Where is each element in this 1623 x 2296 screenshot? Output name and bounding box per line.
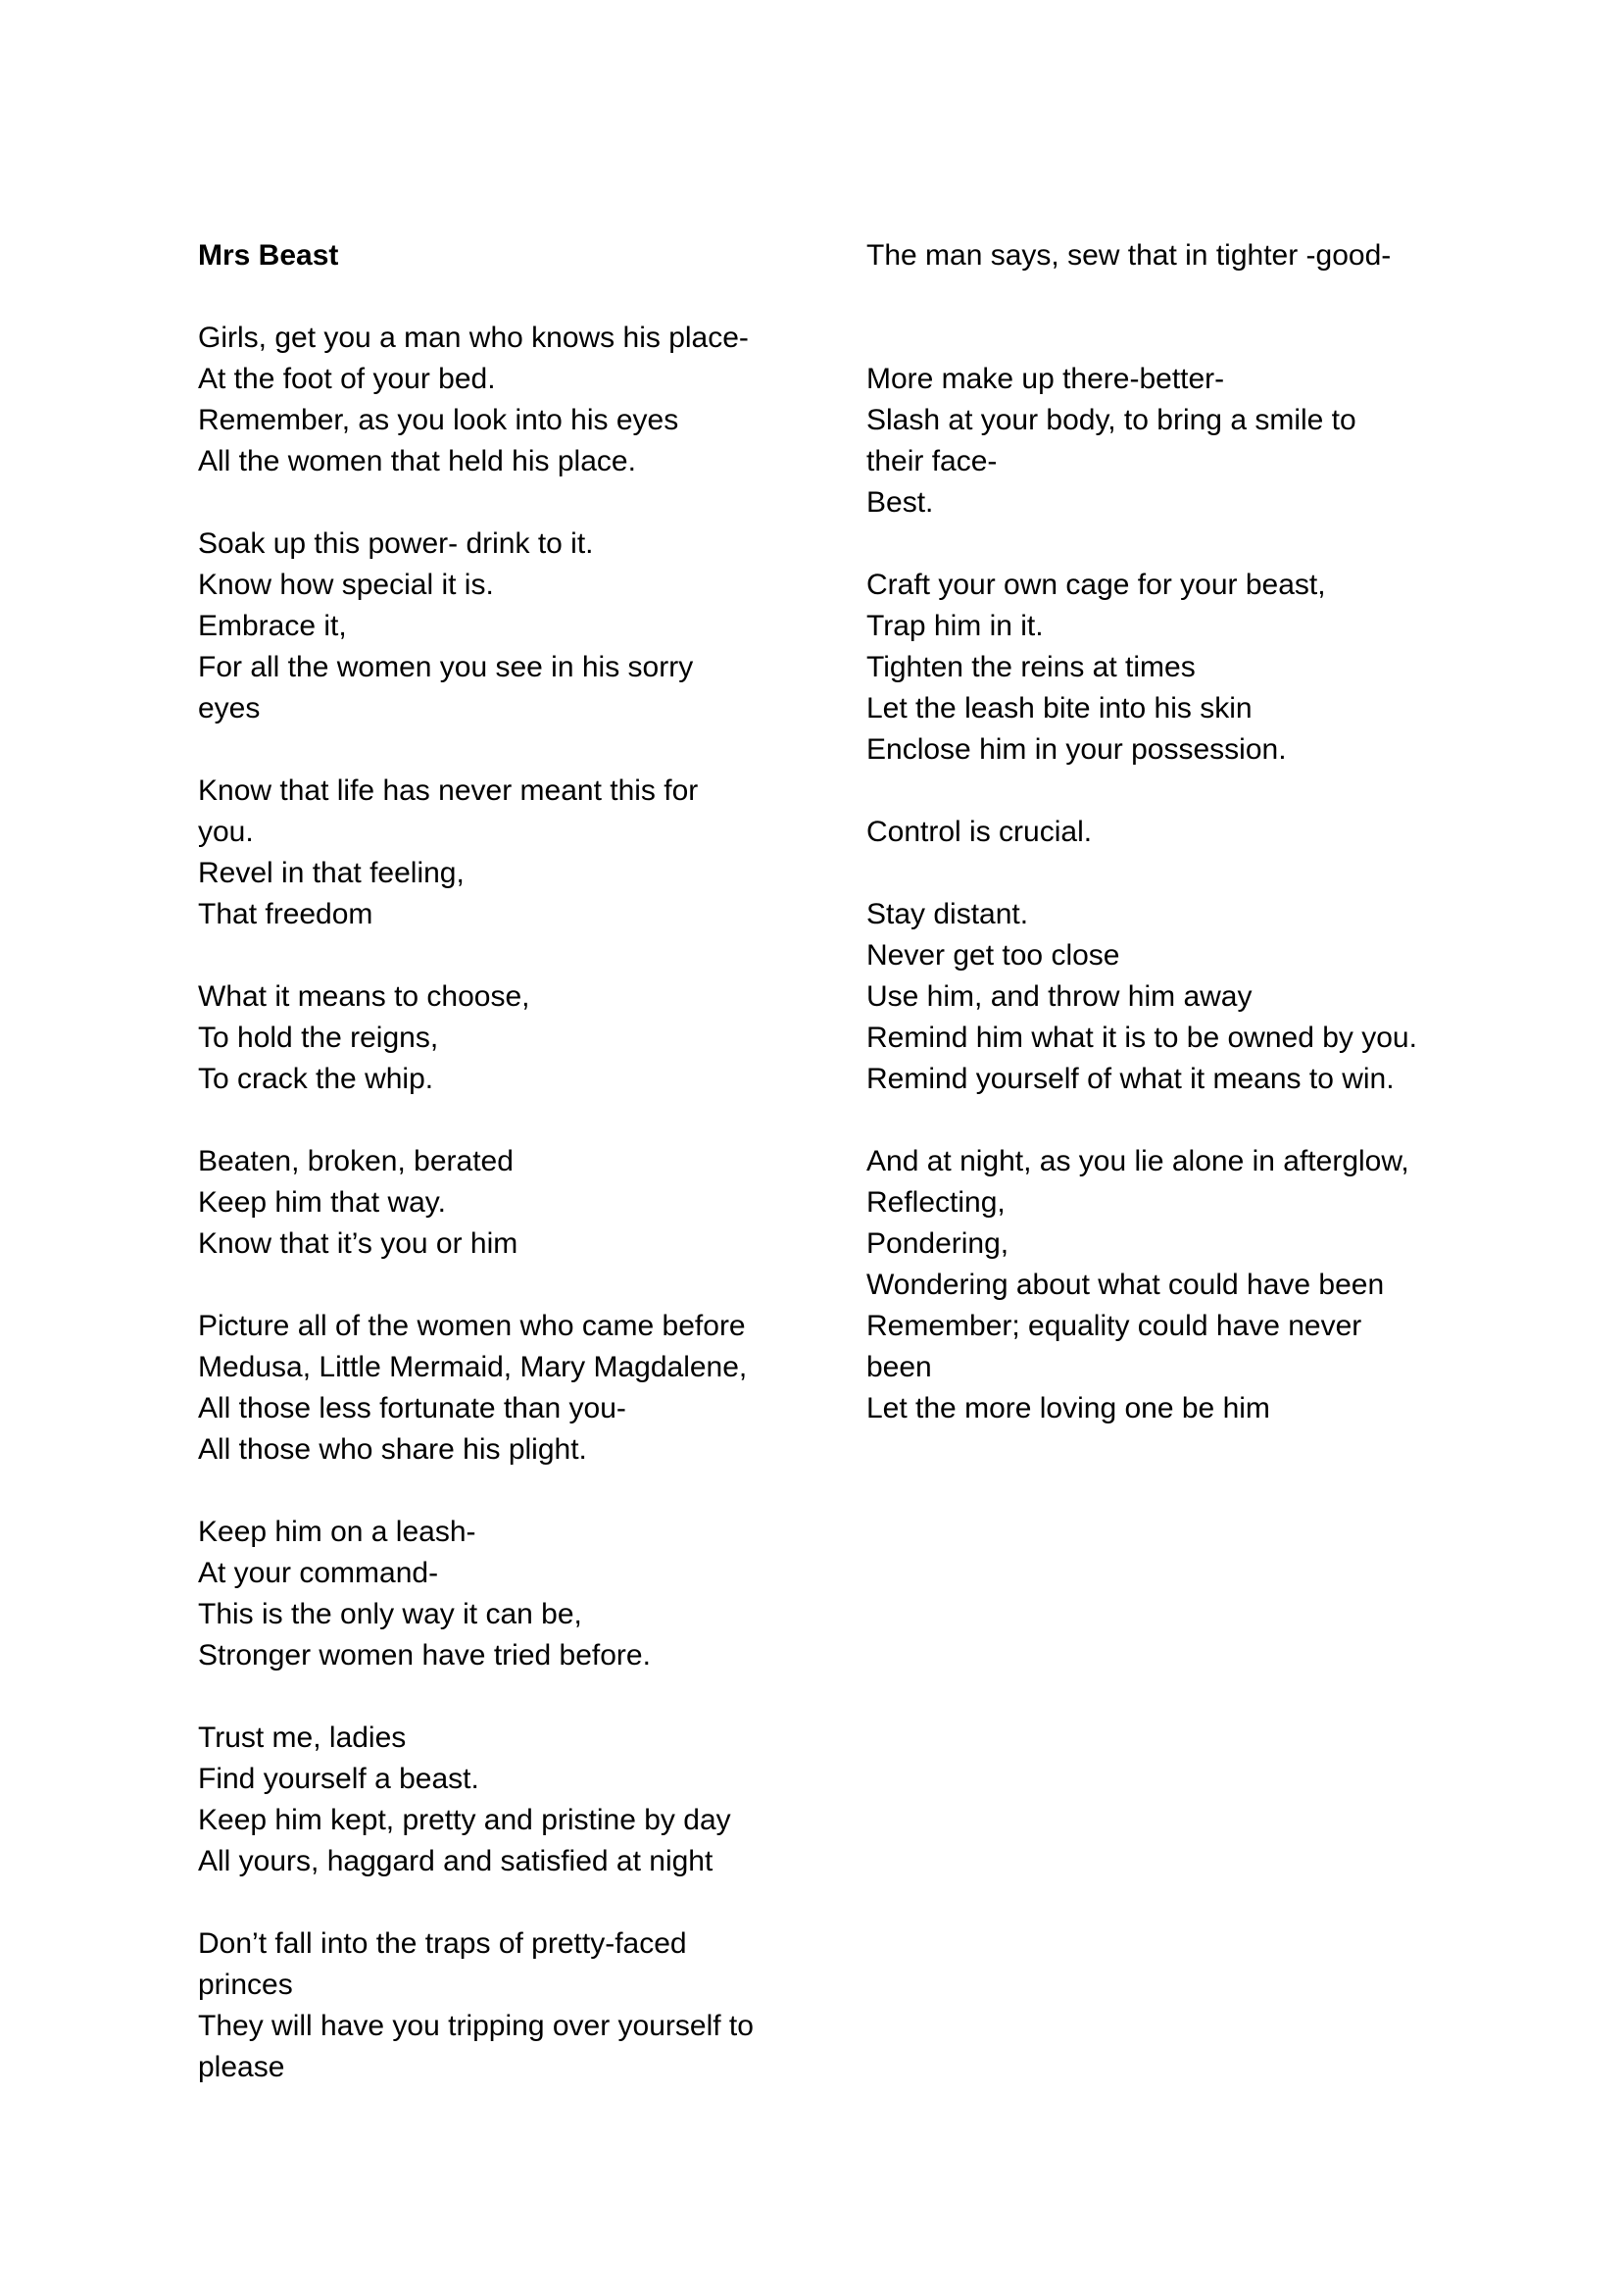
poem-line: Pondering, xyxy=(866,1227,1009,1260)
stanza xyxy=(866,894,1474,1100)
poem-line: Know how special it is. xyxy=(198,569,494,601)
poem-line: Remember; equality could have never xyxy=(866,1310,1362,1342)
stanza xyxy=(866,565,1474,771)
poem-line: Best. xyxy=(866,486,934,519)
poem-line: Control is crucial. xyxy=(866,816,1093,848)
poem-line: Craft your own cage for your beast, xyxy=(866,569,1326,601)
poem-line: Enclose him in your possession. xyxy=(866,733,1287,766)
poem-line: Keep him that way. xyxy=(198,1186,446,1219)
poem-line: Embrace it, xyxy=(198,610,347,642)
poem-line: Slash at your body, to bring a smile to xyxy=(866,404,1356,436)
poem-line: And at night, as you lie alone in afterglow, xyxy=(866,1145,1409,1177)
poem-line: This is the only way it can be, xyxy=(198,1598,582,1630)
stanza xyxy=(198,1141,786,1265)
stanza xyxy=(198,771,786,935)
poem-line: Know that life has never meant this for xyxy=(198,774,699,807)
poem-line: princes xyxy=(198,1969,293,2001)
poem-line: Keep him on a leash- xyxy=(198,1516,476,1548)
poem-line: Remind him what it is to be owned by you. xyxy=(866,1022,1417,1054)
poem-line: please xyxy=(198,2051,285,2083)
poem-line: Remember, as you look into his eyes xyxy=(198,404,679,436)
stanza xyxy=(198,976,786,1100)
poem-line: More make up there-better- xyxy=(866,363,1225,395)
poem-line: Revel in that feeling, xyxy=(198,857,465,889)
poem-line: eyes xyxy=(198,692,261,724)
poem-line: The man says, sew that in tighter -good- xyxy=(866,239,1392,272)
right-column xyxy=(866,235,1474,1429)
stanza xyxy=(198,318,786,482)
poem-line: Girls, get you a man who knows his place- xyxy=(198,322,749,354)
poem-line: All those who share his plight. xyxy=(198,1433,587,1466)
poem-line: To hold the reigns, xyxy=(198,1022,439,1054)
poem-line: Keep him kept, pretty and pristine by day xyxy=(198,1804,731,1836)
poem-line: Tighten the reins at times xyxy=(866,651,1196,683)
poem-line: Know that it’s you or him xyxy=(198,1227,518,1260)
left-column xyxy=(198,235,786,2088)
poem-line: Soak up this power- drink to it. xyxy=(198,527,594,560)
stanza xyxy=(866,359,1474,524)
stanza xyxy=(866,812,1474,853)
poem-line: At your command- xyxy=(198,1557,439,1589)
poem-line: All those less fortunate than you- xyxy=(198,1392,626,1424)
stanza xyxy=(198,524,786,729)
poem-line: At the foot of your bed. xyxy=(198,363,496,395)
poem-line: Never get too close xyxy=(866,939,1120,972)
stanza xyxy=(866,1141,1474,1429)
poem-line: Let the leash bite into his skin xyxy=(866,692,1253,724)
poem-line: Remind yourself of what it means to win. xyxy=(866,1063,1395,1095)
poem-line: For all the women you see in his sorry xyxy=(198,651,694,683)
poem-line: Trust me, ladies xyxy=(198,1722,407,1754)
poem-line: Picture all of the women who came before xyxy=(198,1310,746,1342)
poem-line: Don’t fall into the traps of pretty-faced xyxy=(198,1927,687,1960)
poem-line: Find yourself a beast. xyxy=(198,1763,479,1795)
poem-line: their face- xyxy=(866,445,998,477)
stanza xyxy=(198,1306,786,1471)
stanza xyxy=(198,1718,786,1882)
poem-line: you. xyxy=(198,816,254,848)
poem-line: Let the more loving one be him xyxy=(866,1392,1270,1424)
poem-line: Reflecting, xyxy=(866,1186,1006,1219)
stanza xyxy=(866,235,1474,276)
poem-line: All yours, haggard and satisfied at night xyxy=(198,1845,713,1877)
poem-line: Wondering about what could have been xyxy=(866,1269,1385,1301)
poem-line: Stay distant. xyxy=(866,898,1029,930)
stanza xyxy=(198,1512,786,1676)
poem-line: To crack the whip. xyxy=(198,1063,434,1095)
poem-line: They will have you tripping over yourself to xyxy=(198,2010,754,2042)
poem-line: Use him, and throw him away xyxy=(866,980,1253,1013)
poem-line: What it means to choose, xyxy=(198,980,530,1013)
poem-line: Medusa, Little Mermaid, Mary Magdalene, xyxy=(198,1351,748,1383)
poem-line: All the women that held his place. xyxy=(198,445,636,477)
poem-line: Stronger women have tried before. xyxy=(198,1639,651,1672)
poem-line: Beaten, broken, berated xyxy=(198,1145,514,1177)
poem-line: been xyxy=(866,1351,932,1383)
poem-line: Trap him in it. xyxy=(866,610,1044,642)
poem-line: That freedom xyxy=(198,898,373,930)
poem-title: Mrs Beast xyxy=(198,239,339,272)
stanza xyxy=(198,1923,786,2088)
